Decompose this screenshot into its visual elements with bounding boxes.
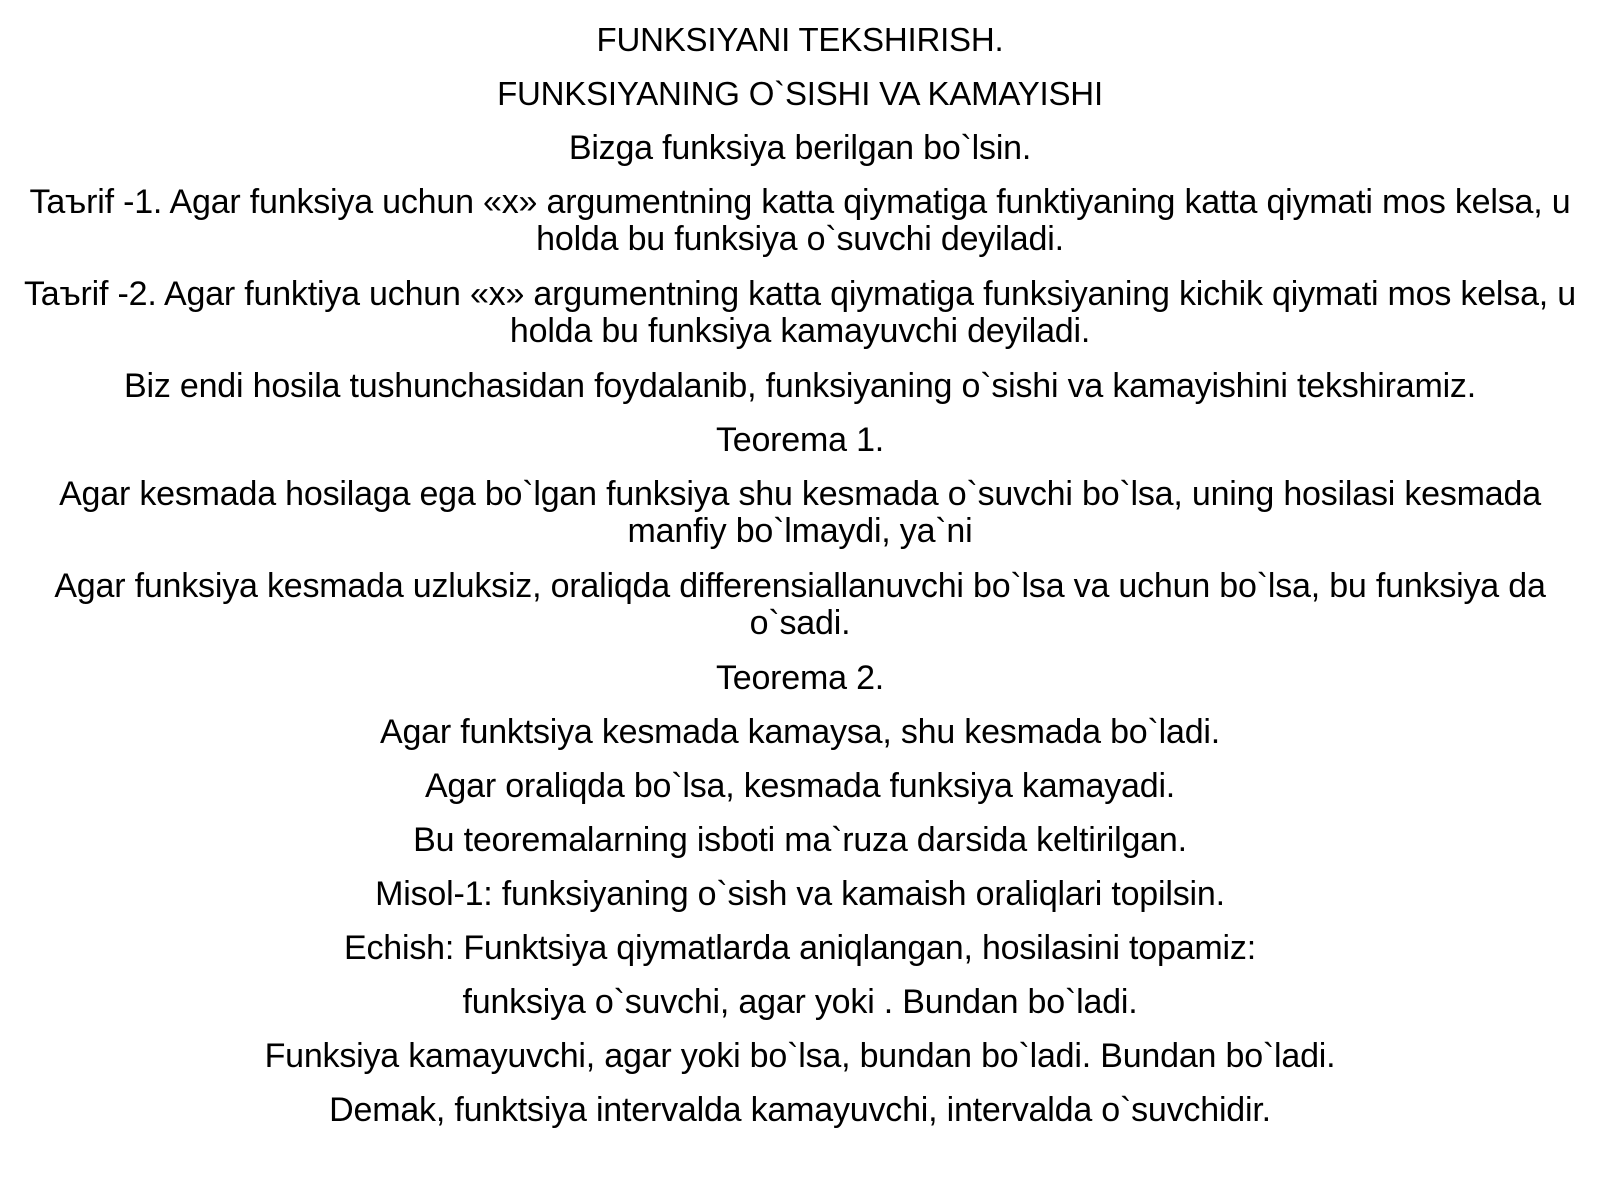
derivative-intro: Biz endi hosila tushunchasidan foydalanib, funksiyaning o`sishi va kamayishini tekshiramiz. <box>124 367 1476 405</box>
theorem-2-heading: Teorema 2. <box>715 659 885 697</box>
theorem-1-part-1: Agar kesmada hosilaga ega bo`lgan funksiya shu kesmada o`suvchi bo`lsa, uning hosilasi kesmada manfiy bo`lmaydi, ya`ni <box>59 475 1541 550</box>
definition-1: Taъrif -1. Agar funksiya uchun «x» argumentning katta qiymatiga funktiyaning katta qiymati mos kelsa, u holda bu funksiya o`suvchi deyiladi. <box>29 183 1571 258</box>
definition-2: Taъrif -2. Agar funktiya uchun «x» argumentning katta qiymatiga funksiyaning kichik qiymati mos kelsa, u holda bu funksiya kamayuvchi deyiladi. <box>24 275 1576 350</box>
solution-line-2: funksiya o`suvchi, agar yoki . Bundan bo`ladi. <box>462 983 1138 1021</box>
theorem-1-heading: Teorema 1. <box>715 421 885 459</box>
theorem-2-part-2: Agar oraliqda bo`lsa, kesmada funksiya kamayadi. <box>424 767 1176 805</box>
theorem-1-part-2: Agar funksiya kesmada uzluksiz, oraliqda differensiallanuvchi bo`lsa va uchun bo`lsa, bu funksiya da o`sadi. <box>54 567 1546 642</box>
solution-line-1: Echish: Funktsiya qiymatlarda aniqlangan, hosilasini topamiz: <box>344 929 1256 967</box>
document-title: FUNKSIYANI TEKSHIRISH. <box>596 21 1004 58</box>
conclusion-line: Demak, funktsiya intervalda kamayuvchi, intervalda o`suvchidir. <box>329 1091 1271 1129</box>
example-1: Misol-1: funksiyaning o`sish va kamaish oraliqlari topilsin. <box>375 875 1225 913</box>
proof-note: Bu teoremalarning isboti ma`ruza darsida keltirilgan. <box>413 821 1187 859</box>
document-subtitle: FUNKSIYANING O`SISHI VA KAMAYISHI <box>497 75 1103 112</box>
intro-line: Bizga funksiya berilgan bo`lsin. <box>568 129 1032 167</box>
theorem-2-part-1: Agar funktsiya kesmada kamaysa, shu kesmada bo`ladi. <box>379 713 1220 751</box>
solution-line-3: Funksiya kamayuvchi, agar yoki bo`lsa, bundan bo`ladi. Bundan bo`ladi. <box>264 1037 1336 1075</box>
